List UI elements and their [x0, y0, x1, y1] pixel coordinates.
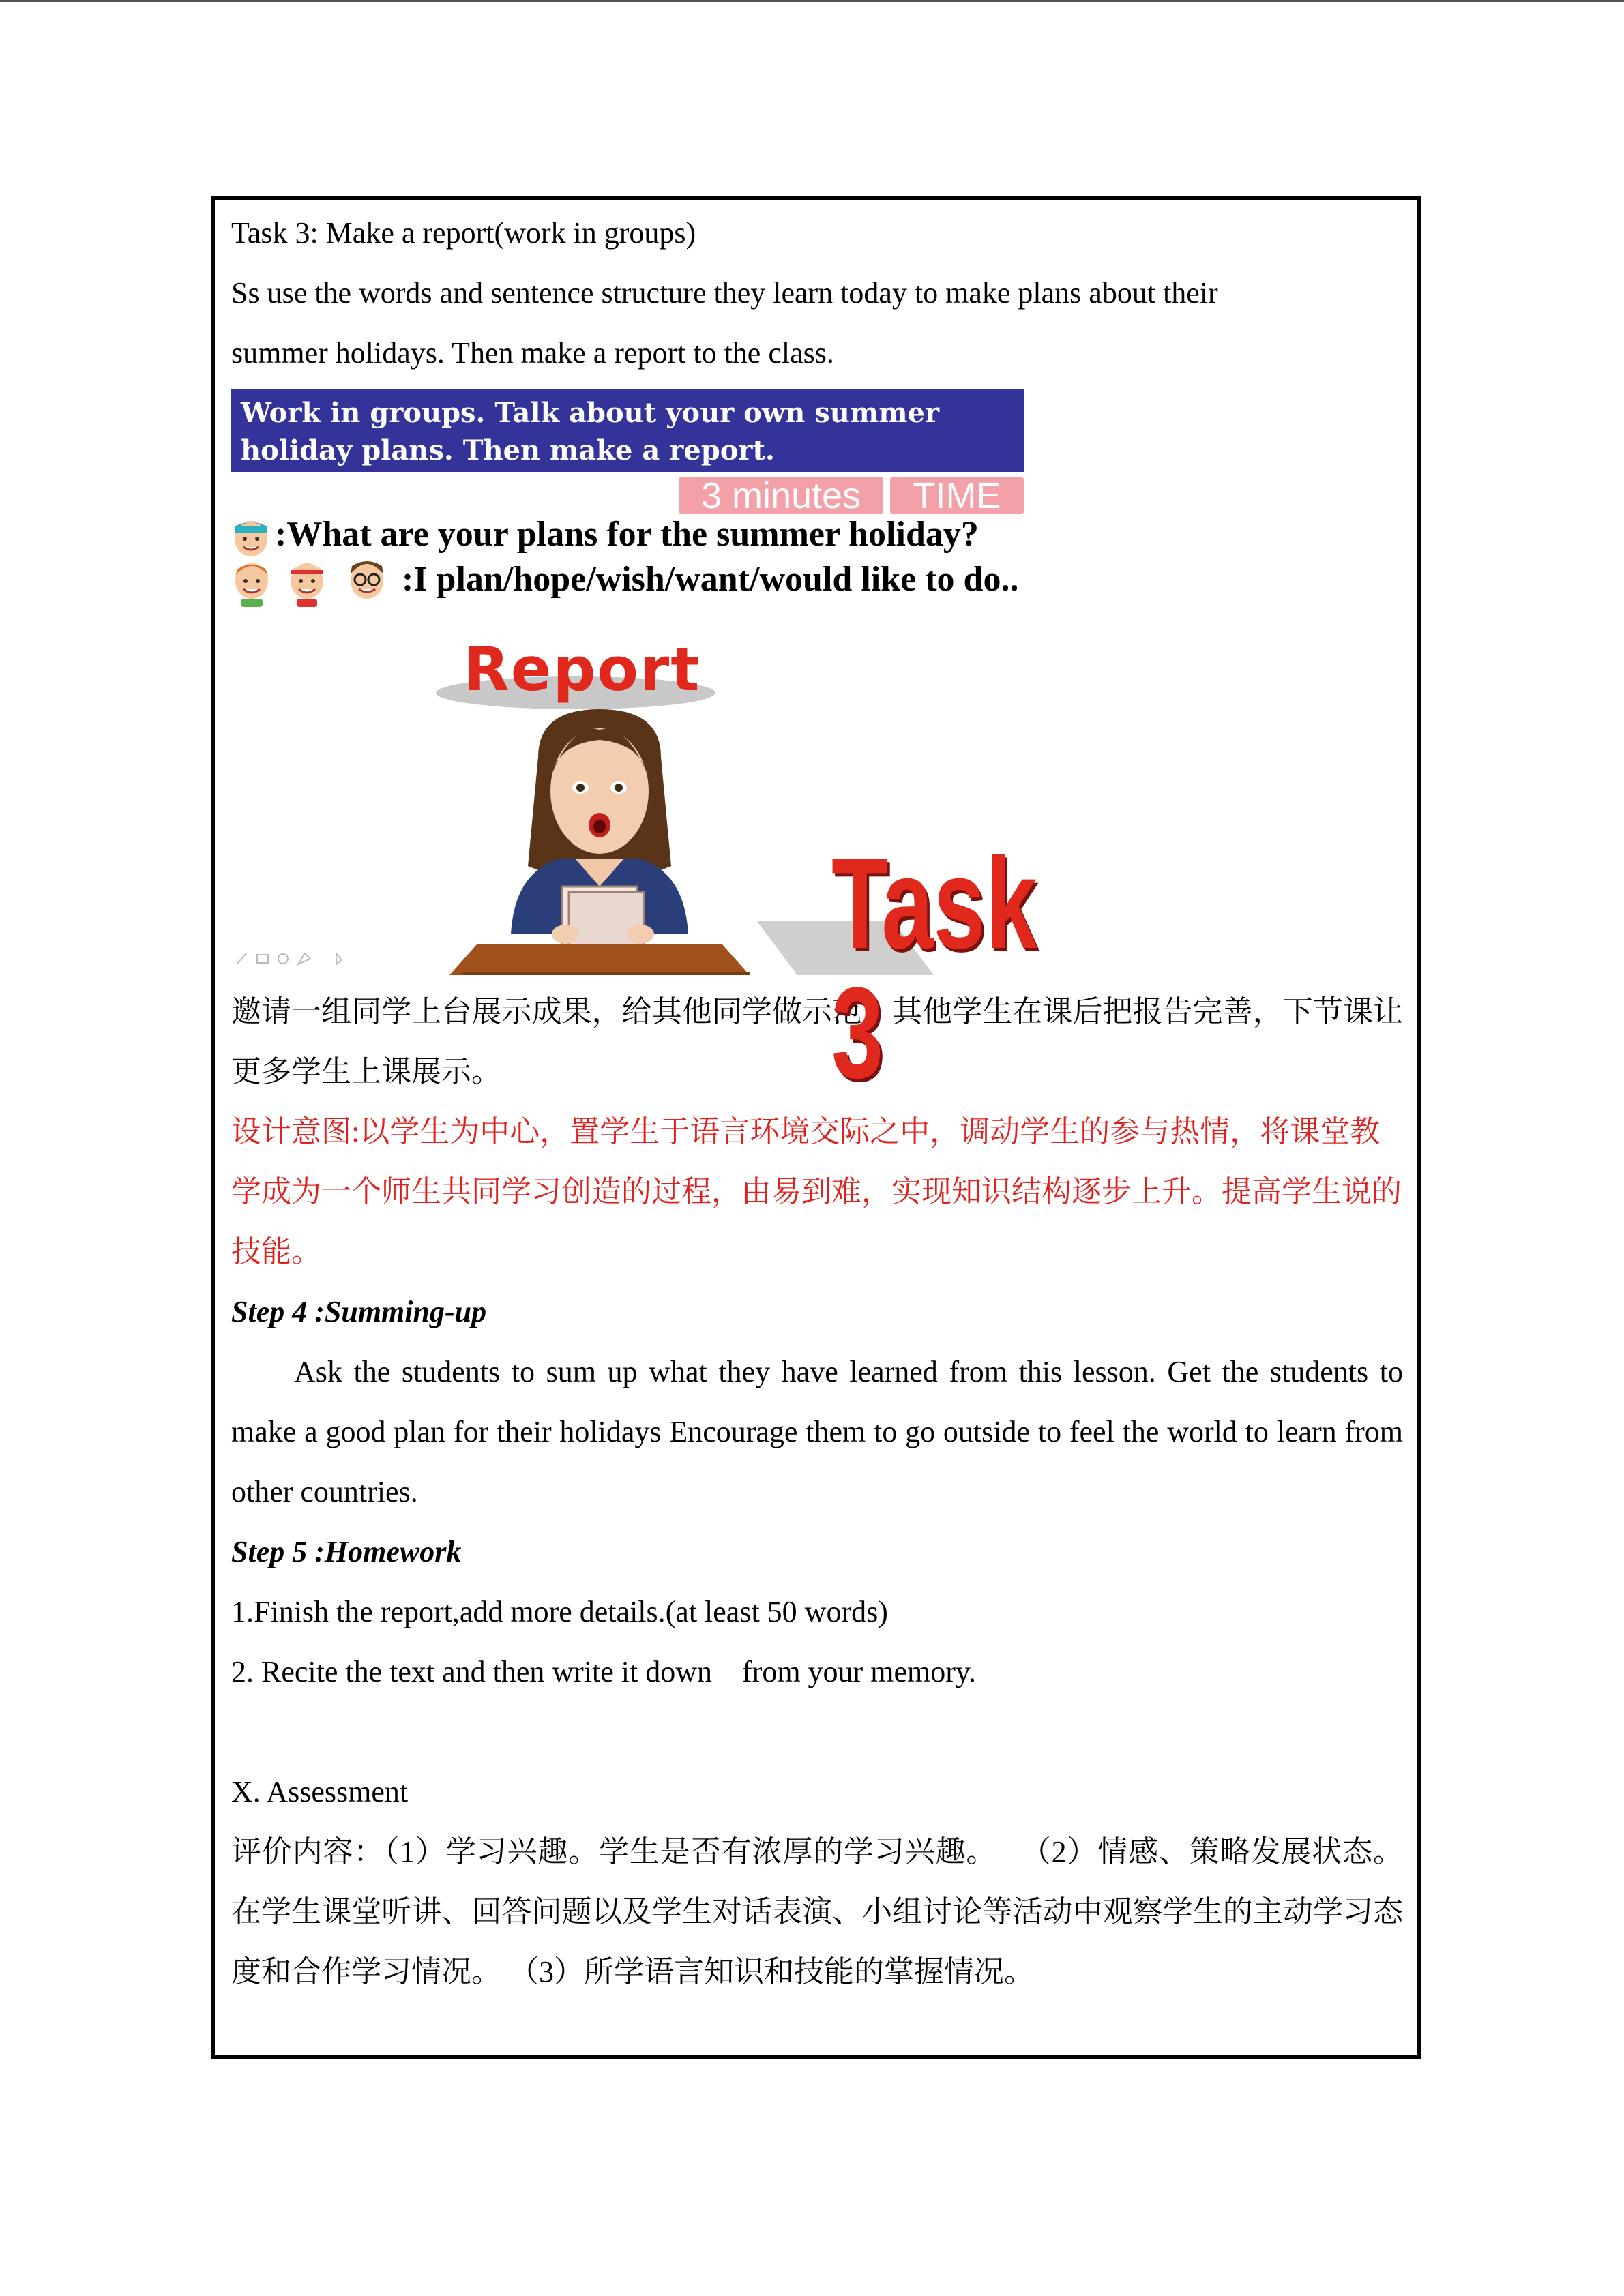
task3-desc-line1: Ss use the words and sentence structure they learn today to make plans about their: [231, 276, 1218, 310]
slide-question: :What are your plans for the summer holiday?: [275, 515, 979, 554]
task3-title: Task 3: Make a report(work in groups): [231, 216, 696, 250]
cell-content: [231, 200, 1403, 2002]
report-word: [463, 634, 700, 704]
slide-banner: [231, 389, 1024, 472]
student-face-icon: [286, 559, 328, 607]
student-face-icon: [344, 556, 389, 604]
step4-heading: Step 4 :Summing-up: [231, 1295, 487, 1328]
task3-word: Task 3: [831, 831, 1037, 1105]
homework-item-2: 2. Recite the text and then write it down from your memory.: [231, 1655, 976, 1688]
report-word-text: Report: [463, 634, 701, 704]
student-face-icon: [231, 559, 272, 607]
assessment-body: 评价内容：（1）学习兴趣。学生是否有浓厚的学习兴趣。 （2）情感、策略发展状态。在学生课堂听讲、回答问题以及学生对话表演、小组讨论等活动中观察学生的主动学习态度和合作学习情况。 （3）所学语言知识和技能的掌握情况。: [231, 1835, 1403, 1988]
design-intent: 设计意图:以学生为中心，置学生于语言环境交际之中，调动学生的参与热情，将课堂教学成为一个师生共同学习创造的过程，由易到难，实现知识结构逐步上升。提高学生说的技能。: [231, 1115, 1402, 1268]
cn-paragraph: 邀请一组同学上台展示成果，给其他同学做示范，其他学生在课后把报告完善，下节课让更多学生上课展示。: [231, 995, 1403, 1088]
homework-item-1: 1.Finish the report,add more details.(at least 50 words): [231, 1595, 888, 1628]
step5-heading: Step 5 :Homework: [231, 1535, 462, 1568]
reporter-girl-icon: [436, 709, 763, 975]
time-pill: TIME: [890, 477, 1024, 514]
student-face-icon: [231, 516, 271, 558]
step4-body: Ask the students to sum up what they have learned from this lesson. Get the students to make a good plan for their holidays Encourage them to go outside to feel the world to learn from other countries.: [231, 1355, 1403, 1508]
slide-answer: :I plan/hope/wish/want/would like to do..: [402, 560, 1019, 599]
assessment-heading: X. Assessment: [231, 1775, 409, 1808]
slide-toolbar-icon: [234, 949, 357, 968]
task3-desc-line2: summer holidays. Then make a report to the class.: [231, 336, 834, 370]
banner-line1: Work in groups. Talk about your own summer: [241, 397, 940, 429]
timer-pill: 3 minutes: [679, 477, 883, 514]
lesson-table-cell: [211, 196, 1421, 2059]
page-top-border: [0, 0, 1624, 2]
banner-line2: holiday plans. Then make a report.: [241, 434, 775, 466]
